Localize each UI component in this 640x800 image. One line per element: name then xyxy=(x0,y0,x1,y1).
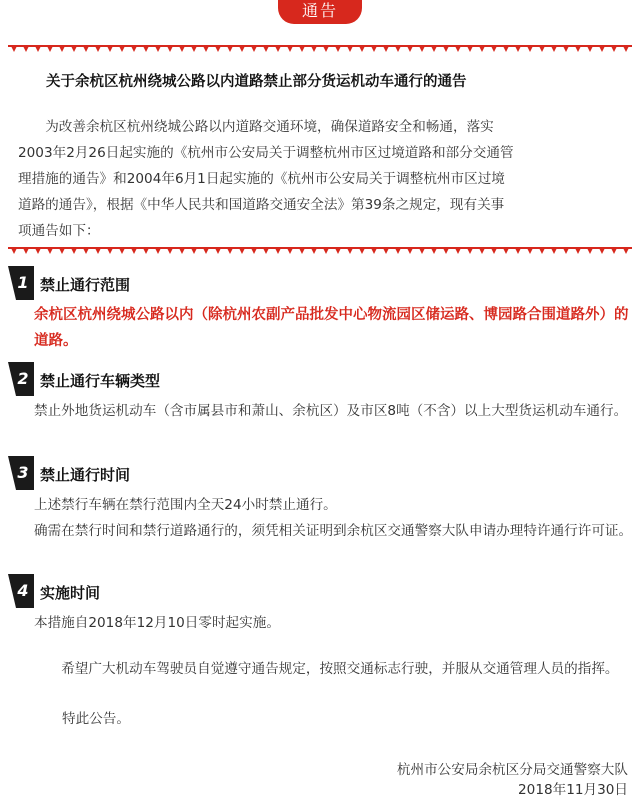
decorative-divider-middle xyxy=(8,240,632,256)
section-2-title: 禁止通行车辆类型 xyxy=(40,372,161,390)
section-3-body-extra: 确需在禁行时间和禁行道路通行的，须凭相关证明到余杭区交通警察大队申请办理特许通行许可证。 xyxy=(34,523,633,539)
decorative-divider-top xyxy=(8,38,632,54)
section-3-body: 上述禁行车辆在禁行范围内全天24小时禁止通行。 xyxy=(34,497,337,513)
section-1-title: 禁止通行范围 xyxy=(40,276,131,294)
section-2-heading xyxy=(8,362,308,396)
svg-text:3: 3 xyxy=(17,463,29,482)
svg-text:1: 1 xyxy=(17,273,29,292)
section-3-title: 禁止通行时间 xyxy=(40,466,131,484)
closing-statement: 特此公告。 xyxy=(62,711,130,727)
issuer-name: 杭州市公安局余杭区分局交通警察大队 xyxy=(396,762,628,778)
svg-text:2: 2 xyxy=(17,369,29,388)
section-4-body: 本措施自2018年12月10日零时起实施。 xyxy=(34,615,280,631)
section-4-title: 实施时间 xyxy=(40,584,101,602)
section-number-icon xyxy=(8,362,34,396)
section-number-icon xyxy=(8,456,34,490)
closing-paragraph: 希望广大机动车驾驶员自觉遵守通告规定，按照交通标志行驶，并服从交通管理人员的指挥。 xyxy=(61,661,619,677)
svg-text:4: 4 xyxy=(17,581,29,600)
section-2-body: 禁止外地货运机动车（含市属县市和萧山、余杭区）及市区8吨（不含）以上大型货运机动车通行。 xyxy=(34,403,628,419)
section-number-icon xyxy=(8,266,34,300)
section-1-heading xyxy=(8,266,308,300)
issue-date: 2018年11月30日 xyxy=(518,782,628,798)
notice-title: 关于余杭区杭州绕城公路以内道路禁止部分货运机动车通行的通告 xyxy=(46,74,467,90)
section-4-heading xyxy=(8,574,308,608)
section-3-heading xyxy=(8,456,308,490)
section-1-body: 余杭区杭州绕城公路以内（除杭州农副产品批发中心物流园区储运路、博园路合围道路外）的道路。 xyxy=(34,307,629,349)
section-number-icon xyxy=(8,574,34,608)
intro-paragraph: 为改善余杭区杭州绕城公路以内道路交通环境，确保道路安全和畅通，落实2003年2月26日起实施的《杭州市公安局关于调整杭州市区过境道路和部分交通管理措施的通告》和2004年6月1日起实施的《杭州市公安局关于调整杭州市区过境道路的通告》，根据《中华人民共和国道路交通安全法》第39条之规定，现有关事项通告如下： xyxy=(18,119,514,239)
notice-badge: 通告 xyxy=(278,0,362,24)
